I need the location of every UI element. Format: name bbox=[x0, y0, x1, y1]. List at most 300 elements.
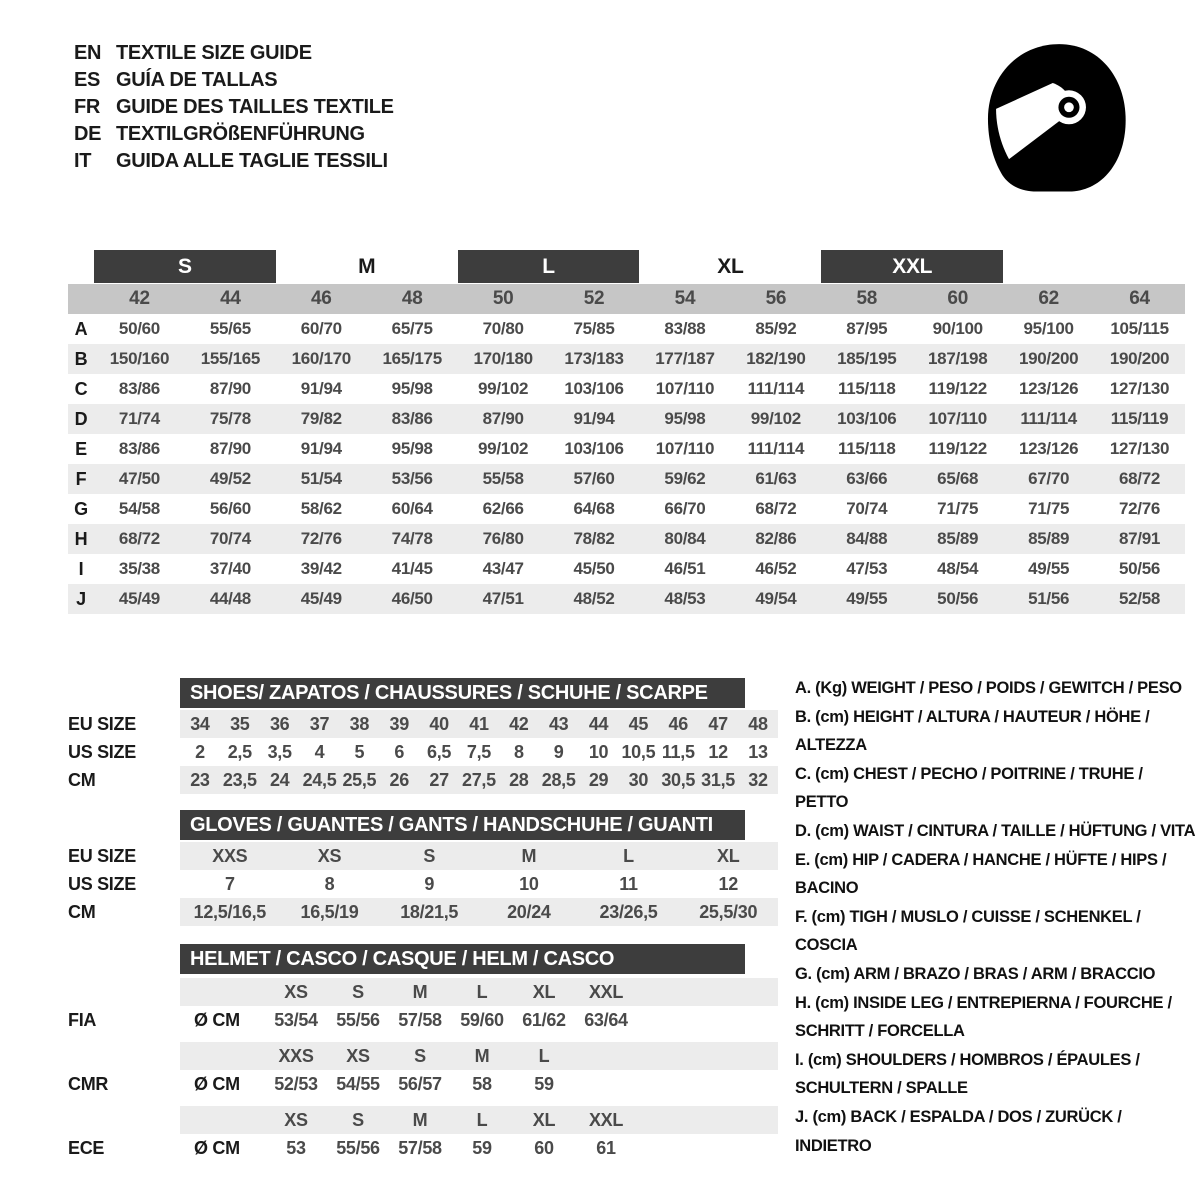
size-cell: 30 bbox=[628, 769, 649, 790]
size-cell: 45 bbox=[628, 713, 649, 734]
size-cell: 25,5 bbox=[342, 769, 377, 790]
helmet-value: 57/58 bbox=[398, 1137, 442, 1158]
measurement-value: 48/53 bbox=[664, 589, 706, 608]
measurement-value: 70/80 bbox=[482, 319, 524, 338]
size-cell: 41 bbox=[469, 713, 489, 734]
measurement-value: 111/114 bbox=[1020, 409, 1077, 428]
size-cell: 29 bbox=[588, 769, 609, 790]
gloves-us-size-label: US SIZE bbox=[68, 873, 136, 894]
size-cell: 35 bbox=[230, 713, 250, 734]
measurement-value: 65/75 bbox=[391, 319, 433, 338]
guide-title: TEXTILGRÖßENFÜHRUNG bbox=[116, 123, 365, 145]
size-cell: 27,5 bbox=[462, 769, 496, 790]
helmet-value: 61/62 bbox=[522, 1009, 566, 1030]
measurement-value: 70/74 bbox=[209, 529, 251, 548]
measurement-value: 68/72 bbox=[755, 499, 797, 518]
helmet-value: 52/53 bbox=[274, 1073, 318, 1094]
measurement-value: 52/58 bbox=[1119, 589, 1161, 608]
helmet-size-label: XXS bbox=[278, 1045, 314, 1066]
language-title-line bbox=[74, 121, 394, 148]
measurement-value: 61/63 bbox=[755, 469, 797, 488]
measurement-value: 87/91 bbox=[1119, 529, 1161, 548]
standard-name-cmr: CMR bbox=[68, 1073, 109, 1094]
measurement-value: 185/195 bbox=[837, 349, 897, 368]
helmet-size-label: XS bbox=[284, 1109, 308, 1130]
row-letter: F bbox=[75, 468, 87, 489]
measurement-value: 107/110 bbox=[655, 379, 715, 398]
size-cell: 11 bbox=[619, 873, 638, 894]
racing-helmet-icon bbox=[975, 33, 1137, 201]
measurement-value: 111/114 bbox=[747, 379, 805, 398]
helmet-size-label: XXL bbox=[588, 1109, 624, 1130]
numeric-size: 46 bbox=[311, 288, 332, 309]
helmet-value: 61 bbox=[596, 1137, 616, 1158]
size-cell: 20/24 bbox=[507, 901, 551, 922]
measurement-value: 87/95 bbox=[846, 319, 888, 338]
gloves-eu-size-label: EU SIZE bbox=[68, 845, 136, 866]
numeric-size: 58 bbox=[856, 288, 878, 309]
language-code: ES bbox=[74, 69, 101, 91]
size-cell: 32 bbox=[748, 769, 768, 790]
measurement-value: 75/78 bbox=[209, 409, 251, 428]
measurement-row-h bbox=[68, 524, 1185, 554]
measurement-value: 71/75 bbox=[1028, 499, 1070, 518]
size-cell: 12,5/16,5 bbox=[193, 901, 267, 922]
size-cell: 10 bbox=[519, 873, 539, 894]
measurement-value: 59/62 bbox=[664, 469, 706, 488]
helmet-size-label: L bbox=[476, 1109, 488, 1130]
measurement-value: 78/82 bbox=[573, 529, 615, 548]
measurement-value: 91/94 bbox=[300, 379, 342, 398]
measurement-value: 91/94 bbox=[300, 439, 342, 458]
measurement-value: 46/51 bbox=[664, 559, 706, 578]
size-cell: 7,5 bbox=[466, 741, 491, 762]
measurement-value: 45/49 bbox=[118, 589, 160, 608]
language-title-line bbox=[74, 148, 394, 175]
measurement-value: 50/60 bbox=[118, 319, 160, 338]
measurement-value: 99/102 bbox=[478, 379, 529, 398]
helmet-size-label: XS bbox=[346, 1045, 370, 1066]
measurement-value: 82/86 bbox=[755, 529, 797, 548]
size-cell: XS bbox=[317, 845, 342, 866]
helmet-standard-ece bbox=[68, 1106, 778, 1162]
measurement-value: 51/54 bbox=[300, 469, 342, 488]
measurement-value: 91/94 bbox=[573, 409, 615, 428]
measurement-value: 115/118 bbox=[838, 379, 896, 398]
language-title-line bbox=[74, 40, 394, 67]
guide-title: GUIDE DES TAILLES TEXTILE bbox=[116, 96, 394, 118]
helmet-size-label: M bbox=[412, 981, 428, 1002]
helmet-standard-cmr bbox=[68, 1042, 778, 1098]
measurement-row-c bbox=[68, 374, 1185, 404]
numeric-size: 52 bbox=[583, 288, 605, 309]
measurement-value: 150/160 bbox=[109, 349, 170, 368]
size-cell: 27 bbox=[429, 769, 449, 790]
measurement-value: 49/54 bbox=[755, 589, 797, 608]
size-cell: S bbox=[423, 845, 436, 866]
measurement-value: 67/70 bbox=[1028, 469, 1070, 488]
measurement-value: 47/50 bbox=[118, 469, 160, 488]
shoes-eu-row bbox=[180, 710, 778, 738]
row-letter: H bbox=[74, 528, 88, 549]
measurement-value: 49/52 bbox=[209, 469, 251, 488]
measurement-value: 165/175 bbox=[382, 349, 442, 368]
helmet-size-label: S bbox=[352, 1109, 364, 1130]
measurement-value: 95/100 bbox=[1023, 319, 1074, 338]
size-cell: 3,5 bbox=[267, 741, 292, 762]
size-cell: 34 bbox=[190, 713, 210, 734]
measurement-value: 95/98 bbox=[391, 379, 433, 398]
measurement-value: 155/165 bbox=[200, 349, 261, 368]
numeric-size-row bbox=[68, 284, 1185, 314]
measurement-value: 44/48 bbox=[209, 589, 251, 608]
helmet-section-title: HELMET / CASCO / CASQUE / HELM / CASCO bbox=[180, 944, 745, 974]
measurement-value: 71/74 bbox=[118, 409, 160, 428]
measurement-value: 43/47 bbox=[482, 559, 524, 578]
size-cell: 11,5 bbox=[661, 741, 695, 762]
measurement-value: 47/53 bbox=[846, 559, 888, 578]
measurement-value: 84/88 bbox=[846, 529, 888, 548]
helmet-size-label: L bbox=[476, 981, 488, 1002]
measurement-value: 177/187 bbox=[655, 349, 715, 368]
size-cell: 23/26,5 bbox=[599, 901, 658, 922]
size-cell: 42 bbox=[509, 713, 529, 734]
diameter-label: Ø CM bbox=[194, 1137, 240, 1158]
measurement-value: 103/106 bbox=[564, 379, 624, 398]
legend-item: B. (cm) HEIGHT / ALTURA / HAUTEUR / HÖHE / ALTEZZA bbox=[795, 707, 1150, 755]
size-cell: 16,5/19 bbox=[300, 901, 359, 922]
legend-item: A. (Kg) WEIGHT / PESO / POIDS / GEWITCH / PESO bbox=[795, 679, 1182, 697]
measurement-value: 85/92 bbox=[755, 319, 797, 338]
measurement-value: 60/64 bbox=[391, 499, 433, 518]
helmet-size-label: XL bbox=[532, 981, 556, 1002]
numeric-band-spacer bbox=[68, 284, 94, 314]
size-cell: 46 bbox=[668, 713, 688, 734]
measurement-value: 65/68 bbox=[937, 469, 979, 488]
numeric-size: 42 bbox=[129, 288, 150, 309]
guide-title: TEXTILE SIZE GUIDE bbox=[116, 42, 312, 64]
measurement-value: 80/84 bbox=[664, 529, 706, 548]
measurement-value: 115/118 bbox=[838, 439, 896, 458]
measurement-value: 182/190 bbox=[746, 349, 806, 368]
size-cell: 36 bbox=[269, 713, 290, 734]
row-letter: I bbox=[78, 558, 84, 579]
size-cell: 2 bbox=[195, 741, 205, 762]
measurement-value: 190/200 bbox=[1018, 349, 1079, 368]
main-size-table bbox=[68, 250, 1185, 614]
helmet-size-label: S bbox=[414, 1045, 426, 1066]
helmet-sizes-row bbox=[180, 1106, 778, 1134]
size-cell: 37 bbox=[309, 713, 330, 734]
measurement-value: 119/122 bbox=[928, 439, 987, 458]
measurement-row-e bbox=[68, 434, 1185, 464]
helmet-sizes-spacer bbox=[180, 1106, 265, 1134]
diameter-label: Ø CM bbox=[194, 1009, 240, 1030]
helmet-size-label: S bbox=[352, 981, 364, 1002]
size-cell: 44 bbox=[588, 713, 609, 734]
size-group-m: M bbox=[358, 254, 376, 278]
size-cell: 47 bbox=[708, 713, 728, 734]
measurement-value: 46/52 bbox=[755, 559, 797, 578]
helmet-size-label: L bbox=[538, 1045, 550, 1066]
measurement-value: 123/126 bbox=[1018, 439, 1079, 458]
measurement-value: 127/130 bbox=[1109, 439, 1170, 458]
measurement-value: 85/89 bbox=[937, 529, 979, 548]
measurement-value: 58/62 bbox=[300, 499, 342, 518]
measurement-value: 76/80 bbox=[482, 529, 524, 548]
measurement-value: 95/98 bbox=[391, 439, 433, 458]
standard-name-ece: ECE bbox=[68, 1137, 105, 1158]
measurement-value: 49/55 bbox=[1028, 559, 1070, 578]
language-title-line bbox=[74, 94, 394, 121]
legend-item: G. (cm) ARM / BRAZO / BRAS / ARM / BRACCIO bbox=[795, 964, 1156, 983]
measurement-row-i bbox=[68, 554, 1185, 584]
legend-item: I. (cm) SHOULDERS / HOMBROS / ÉPAULES / SCHULTERN / SPALLE bbox=[795, 1050, 1140, 1098]
measurement-value: 170/180 bbox=[473, 349, 533, 368]
measurement-value: 187/198 bbox=[928, 349, 988, 368]
helmet-size-label: XS bbox=[284, 981, 308, 1002]
shoes-table bbox=[180, 710, 778, 794]
numeric-size: 54 bbox=[674, 288, 696, 309]
helmet-value: 58 bbox=[472, 1073, 492, 1094]
helmet-size-label: XXL bbox=[588, 981, 624, 1002]
language-code: FR bbox=[74, 96, 101, 118]
measurement-value: 95/98 bbox=[664, 409, 706, 428]
measurement-value: 56/60 bbox=[209, 499, 251, 518]
measurement-value: 85/89 bbox=[1028, 529, 1070, 548]
measurement-value: 83/88 bbox=[664, 319, 706, 338]
measurement-value: 103/106 bbox=[837, 409, 897, 428]
shoes-section-title: SHOES/ ZAPATOS / CHAUSSURES / SCHUHE / SCARPE bbox=[180, 678, 745, 708]
numeric-size: 64 bbox=[1129, 288, 1150, 309]
size-cell: 39 bbox=[389, 713, 409, 734]
gloves-us-row bbox=[180, 870, 778, 898]
helmet-value: 54/55 bbox=[336, 1073, 380, 1094]
size-cell: 10 bbox=[588, 741, 609, 762]
measurement-value: 75/85 bbox=[573, 319, 615, 338]
measurement-value: 123/126 bbox=[1018, 379, 1079, 398]
measurement-value: 35/38 bbox=[118, 559, 160, 578]
measurement-row-f bbox=[68, 464, 1185, 494]
measurement-value: 45/50 bbox=[573, 559, 615, 578]
numeric-size: 60 bbox=[947, 288, 968, 309]
size-cell: XL bbox=[716, 845, 740, 866]
helmet-size-label bbox=[575, 1042, 637, 1070]
helmet-standard-fia bbox=[68, 978, 778, 1034]
size-cell: 13 bbox=[748, 741, 768, 762]
measurement-row-a bbox=[68, 314, 1185, 344]
size-group-xl: XL bbox=[717, 254, 744, 278]
row-letter: G bbox=[74, 498, 88, 519]
measurement-value: 87/90 bbox=[482, 409, 524, 428]
row-letter: A bbox=[74, 318, 88, 339]
gloves-table bbox=[180, 842, 778, 926]
shoes-row-labels bbox=[68, 710, 176, 794]
helmet-values-row bbox=[180, 1006, 778, 1034]
helmet-value: 63/64 bbox=[584, 1009, 628, 1030]
measurement-rows bbox=[68, 314, 1185, 614]
measurement-value: 90/100 bbox=[932, 319, 983, 338]
shoes-cm-row bbox=[180, 766, 778, 794]
size-cell: 10,5 bbox=[621, 741, 656, 762]
size-cell: 7 bbox=[224, 873, 235, 894]
measurement-value: 45/49 bbox=[300, 589, 342, 608]
size-cell: 8 bbox=[324, 873, 335, 894]
numeric-size: 62 bbox=[1038, 288, 1059, 309]
measurement-value: 39/42 bbox=[300, 559, 342, 578]
language-title-line bbox=[74, 67, 394, 94]
size-cell: 6 bbox=[394, 741, 405, 762]
size-cell: 6,5 bbox=[427, 741, 452, 762]
helmet-standards-table bbox=[68, 978, 778, 1170]
shoes-cm-label: CM bbox=[68, 769, 96, 790]
size-cell: 2,5 bbox=[227, 741, 252, 762]
gloves-eu-row bbox=[180, 842, 778, 870]
size-cell: 31,5 bbox=[701, 769, 736, 790]
standard-name-fia: FIA bbox=[68, 1009, 97, 1030]
size-group-xxl: XXL bbox=[821, 250, 1003, 283]
size-cell: 23,5 bbox=[222, 769, 257, 790]
measurement-value: 63/66 bbox=[846, 469, 888, 488]
measurement-value: 70/74 bbox=[846, 499, 888, 518]
helmet-value bbox=[575, 1070, 637, 1098]
size-group-l: L bbox=[458, 250, 640, 283]
measurement-value: 53/56 bbox=[391, 469, 433, 488]
measurement-value: 37/40 bbox=[209, 559, 251, 578]
numeric-size: 48 bbox=[401, 288, 423, 309]
measurement-value: 115/119 bbox=[1110, 409, 1169, 428]
size-cell: 25,5/30 bbox=[699, 901, 758, 922]
measurement-row-g bbox=[68, 494, 1185, 524]
racing-helmet-icon-svg bbox=[975, 33, 1137, 201]
measurement-row-b bbox=[68, 344, 1185, 374]
size-cell: 12 bbox=[708, 741, 728, 762]
shoes-us-size-label: US SIZE bbox=[68, 741, 136, 762]
measurement-value: 107/110 bbox=[655, 439, 715, 458]
measurement-row-d bbox=[68, 404, 1185, 434]
measurement-value: 55/58 bbox=[482, 469, 524, 488]
measurement-value: 46/50 bbox=[391, 589, 433, 608]
measurement-value: 68/72 bbox=[1119, 469, 1161, 488]
size-cell: 40 bbox=[429, 713, 449, 734]
measurement-legend bbox=[795, 674, 1199, 1160]
helmet-size-label: XL bbox=[532, 1109, 556, 1130]
measurement-value: 79/82 bbox=[300, 409, 342, 428]
measurement-value: 87/90 bbox=[209, 379, 251, 398]
numeric-size: 44 bbox=[220, 288, 241, 309]
size-group-header-row bbox=[68, 250, 1185, 283]
helmet-values-row bbox=[180, 1134, 778, 1162]
size-cell: 5 bbox=[354, 741, 365, 762]
size-cell: 28,5 bbox=[541, 769, 576, 790]
measurement-value: 48/52 bbox=[573, 589, 615, 608]
size-cell: 9 bbox=[424, 873, 435, 894]
measurement-value: 50/56 bbox=[937, 589, 979, 608]
measurement-value: 83/86 bbox=[118, 439, 160, 458]
helmet-value: 55/56 bbox=[336, 1009, 380, 1030]
language-title-list bbox=[74, 40, 394, 175]
gloves-row-labels bbox=[68, 842, 176, 926]
size-cell: 4 bbox=[314, 741, 325, 762]
measurement-value: 62/66 bbox=[482, 499, 524, 518]
helmet-value: 59 bbox=[534, 1073, 554, 1094]
size-cell: 38 bbox=[349, 713, 370, 734]
measurement-value: 47/51 bbox=[482, 589, 524, 608]
measurement-value: 127/130 bbox=[1109, 379, 1170, 398]
measurement-value: 111/114 bbox=[747, 439, 805, 458]
language-code: IT bbox=[74, 150, 92, 172]
row-letter: C bbox=[74, 378, 88, 399]
measurement-value: 41/45 bbox=[391, 559, 433, 578]
measurement-value: 160/170 bbox=[291, 349, 351, 368]
gloves-section-title: GLOVES / GUANTES / GANTS / HANDSCHUHE / GUANTI bbox=[180, 810, 745, 840]
size-cell: L bbox=[623, 845, 634, 866]
diameter-label: Ø CM bbox=[194, 1073, 240, 1094]
gloves-cm-label: CM bbox=[68, 901, 96, 922]
measurement-value: 119/122 bbox=[928, 379, 987, 398]
helmet-value: 59/60 bbox=[460, 1009, 504, 1030]
measurement-value: 103/106 bbox=[564, 439, 624, 458]
measurement-value: 74/78 bbox=[391, 529, 433, 548]
shoes-eu-size-label: EU SIZE bbox=[68, 713, 136, 734]
size-cell: XXS bbox=[212, 845, 248, 866]
measurement-value: 87/90 bbox=[209, 439, 251, 458]
measurement-value: 71/75 bbox=[937, 499, 979, 518]
helmet-value: 57/58 bbox=[398, 1009, 442, 1030]
measurement-value: 49/55 bbox=[846, 589, 888, 608]
row-letter: E bbox=[75, 438, 87, 459]
helmet-size-label: M bbox=[474, 1045, 490, 1066]
size-cell: 24,5 bbox=[302, 769, 337, 790]
shoes-us-row bbox=[180, 738, 778, 766]
numeric-size: 56 bbox=[765, 288, 787, 309]
helmet-value: 60 bbox=[534, 1137, 554, 1158]
measurement-value: 57/60 bbox=[573, 469, 615, 488]
measurement-value: 72/76 bbox=[1119, 499, 1161, 518]
measurement-value: 173/183 bbox=[564, 349, 624, 368]
helmet-sizes-row bbox=[180, 978, 778, 1006]
helmet-value: 56/57 bbox=[398, 1073, 442, 1094]
numeric-size: 50 bbox=[492, 288, 514, 309]
size-cell: 43 bbox=[548, 713, 569, 734]
helmet-size-label: M bbox=[412, 1109, 428, 1130]
size-cell: M bbox=[521, 845, 537, 866]
measurement-value: 64/68 bbox=[573, 499, 615, 518]
measurement-value: 105/115 bbox=[1110, 319, 1169, 338]
measurement-value: 83/86 bbox=[118, 379, 160, 398]
legend-item: C. (cm) CHEST / PECHO / POITRINE / TRUHE / PETTO bbox=[795, 764, 1143, 812]
row-letter: J bbox=[76, 588, 86, 609]
helmet-values-row bbox=[180, 1070, 778, 1098]
legend-item: F. (cm) TIGH / MUSLO / CUISSE / SCHENKEL / COSCIA bbox=[795, 907, 1141, 955]
size-cell: 12 bbox=[718, 873, 738, 894]
helmet-value: 53/54 bbox=[274, 1009, 318, 1030]
measurement-row-j bbox=[68, 584, 1185, 614]
size-cell: 23 bbox=[190, 769, 210, 790]
legend-item: H. (cm) INSIDE LEG / ENTREPIERNA / FOURCHE / SCHRITT / FORCELLA bbox=[795, 993, 1172, 1041]
size-group-s: S bbox=[94, 250, 276, 283]
measurement-value: 60/70 bbox=[300, 319, 342, 338]
measurement-value: 83/86 bbox=[391, 409, 433, 428]
legend-item: D. (cm) WAIST / CINTURA / TAILLE / HÜFTUNG / VITA bbox=[795, 821, 1196, 840]
size-cell: 24 bbox=[269, 769, 290, 790]
language-code: EN bbox=[74, 42, 102, 64]
measurement-value: 99/102 bbox=[478, 439, 529, 458]
helmet-sizes-spacer bbox=[180, 1042, 265, 1070]
measurement-value: 50/56 bbox=[1119, 559, 1161, 578]
measurement-value: 66/70 bbox=[664, 499, 706, 518]
size-cell: 18/21,5 bbox=[400, 901, 459, 922]
